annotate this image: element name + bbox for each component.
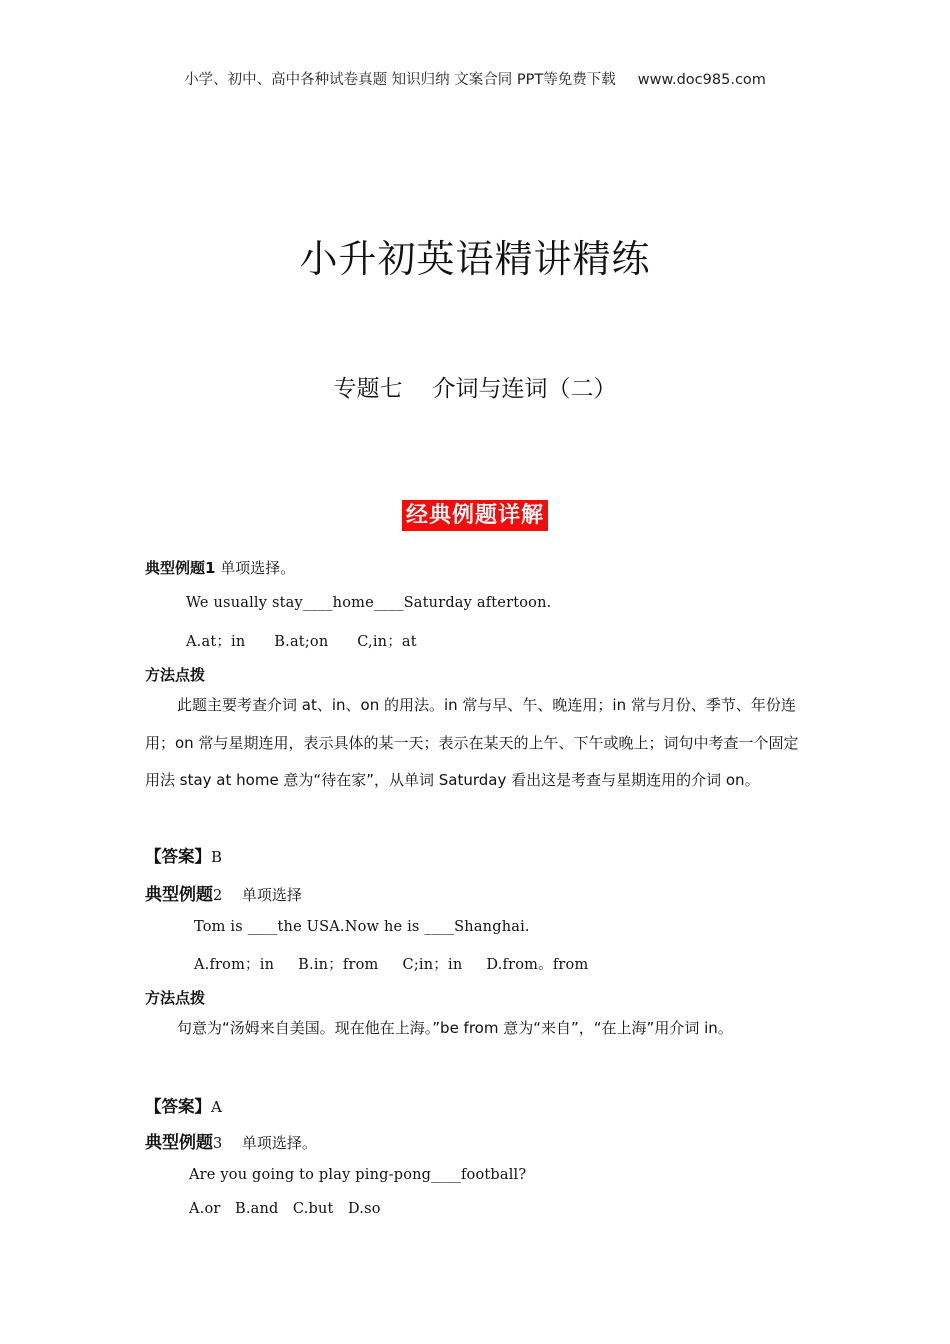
q2-answer-value: A — [211, 1098, 222, 1116]
q2-answer — [145, 1093, 222, 1117]
q1-answer — [145, 843, 222, 867]
q2-sentence: Tom is ____the USA.Now he is ____Shanghai. — [194, 919, 530, 935]
q2-answer-label: 【答案】 — [145, 1097, 211, 1116]
page-header — [0, 68, 950, 89]
q2-number: 2 — [213, 888, 223, 904]
q3-type: 单项选择。 — [241, 1134, 317, 1152]
q1-type: 单项选择。 — [220, 559, 296, 577]
q1-number: 1 — [205, 559, 216, 577]
subtitle-topic-number: 专题七 — [333, 376, 403, 402]
q2-explanation: 句意为“汤姆来自美国。现在他在上海。”be from 意为“来自”，“在上海”用介词 in。 — [177, 1019, 733, 1037]
document-title: 小升初英语精讲精练 — [299, 237, 651, 281]
q2-options: A.from；in B.in；from C;in；in D.from。from — [194, 957, 589, 973]
q1-sentence: We usually stay____home____Saturday aftertoon. — [186, 595, 552, 611]
q3-options: A.or B.and C.but D.so — [189, 1201, 381, 1217]
q2-method-label: 方法点拨 — [145, 989, 206, 1007]
subtitle-topic-name: 介词与连词（二） — [432, 376, 617, 402]
q1-options: A.at；in B.at;on C,in；at — [186, 634, 417, 650]
q3-heading — [145, 1128, 317, 1153]
q3-label: 典型例题 — [145, 1133, 213, 1153]
q2-heading — [145, 880, 302, 905]
section-banner-label: 经典例题详解 — [402, 500, 548, 531]
q1-answer-label: 【答案】 — [145, 847, 211, 866]
q1-method-label: 方法点拨 — [145, 666, 206, 684]
q1-answer-value: B — [211, 848, 223, 866]
q2-label: 典型例题 — [145, 885, 213, 905]
q1-label: 典型例题 — [145, 559, 206, 577]
document-subtitle — [0, 370, 950, 403]
header-text: 小学、初中、高中各种试卷真题 知识归纳 文案合同 PPT等免费下载 — [184, 72, 616, 88]
q2-type: 单项选择 — [241, 886, 302, 904]
section-banner — [0, 500, 950, 531]
q1-heading — [145, 557, 295, 578]
q3-number: 3 — [213, 1136, 223, 1152]
q1-explanation: 此题主要考查介词 at、in、on 的用法。in 常与早、午、晚连用；in 常与月份、季节、年份连用；on 常与星期连用，表示具体的某一天；表示在某天的上午、下午或晚上；词句中考查一个固定用法 stay at home 意为“待在家”，从单词 Saturday 看出这是考查与星期连用的介词 on。 — [145, 696, 799, 789]
header-site-link[interactable]: www.doc985.com — [637, 72, 766, 88]
q3-sentence: Are you going to play ping-pong____football? — [189, 1167, 527, 1183]
